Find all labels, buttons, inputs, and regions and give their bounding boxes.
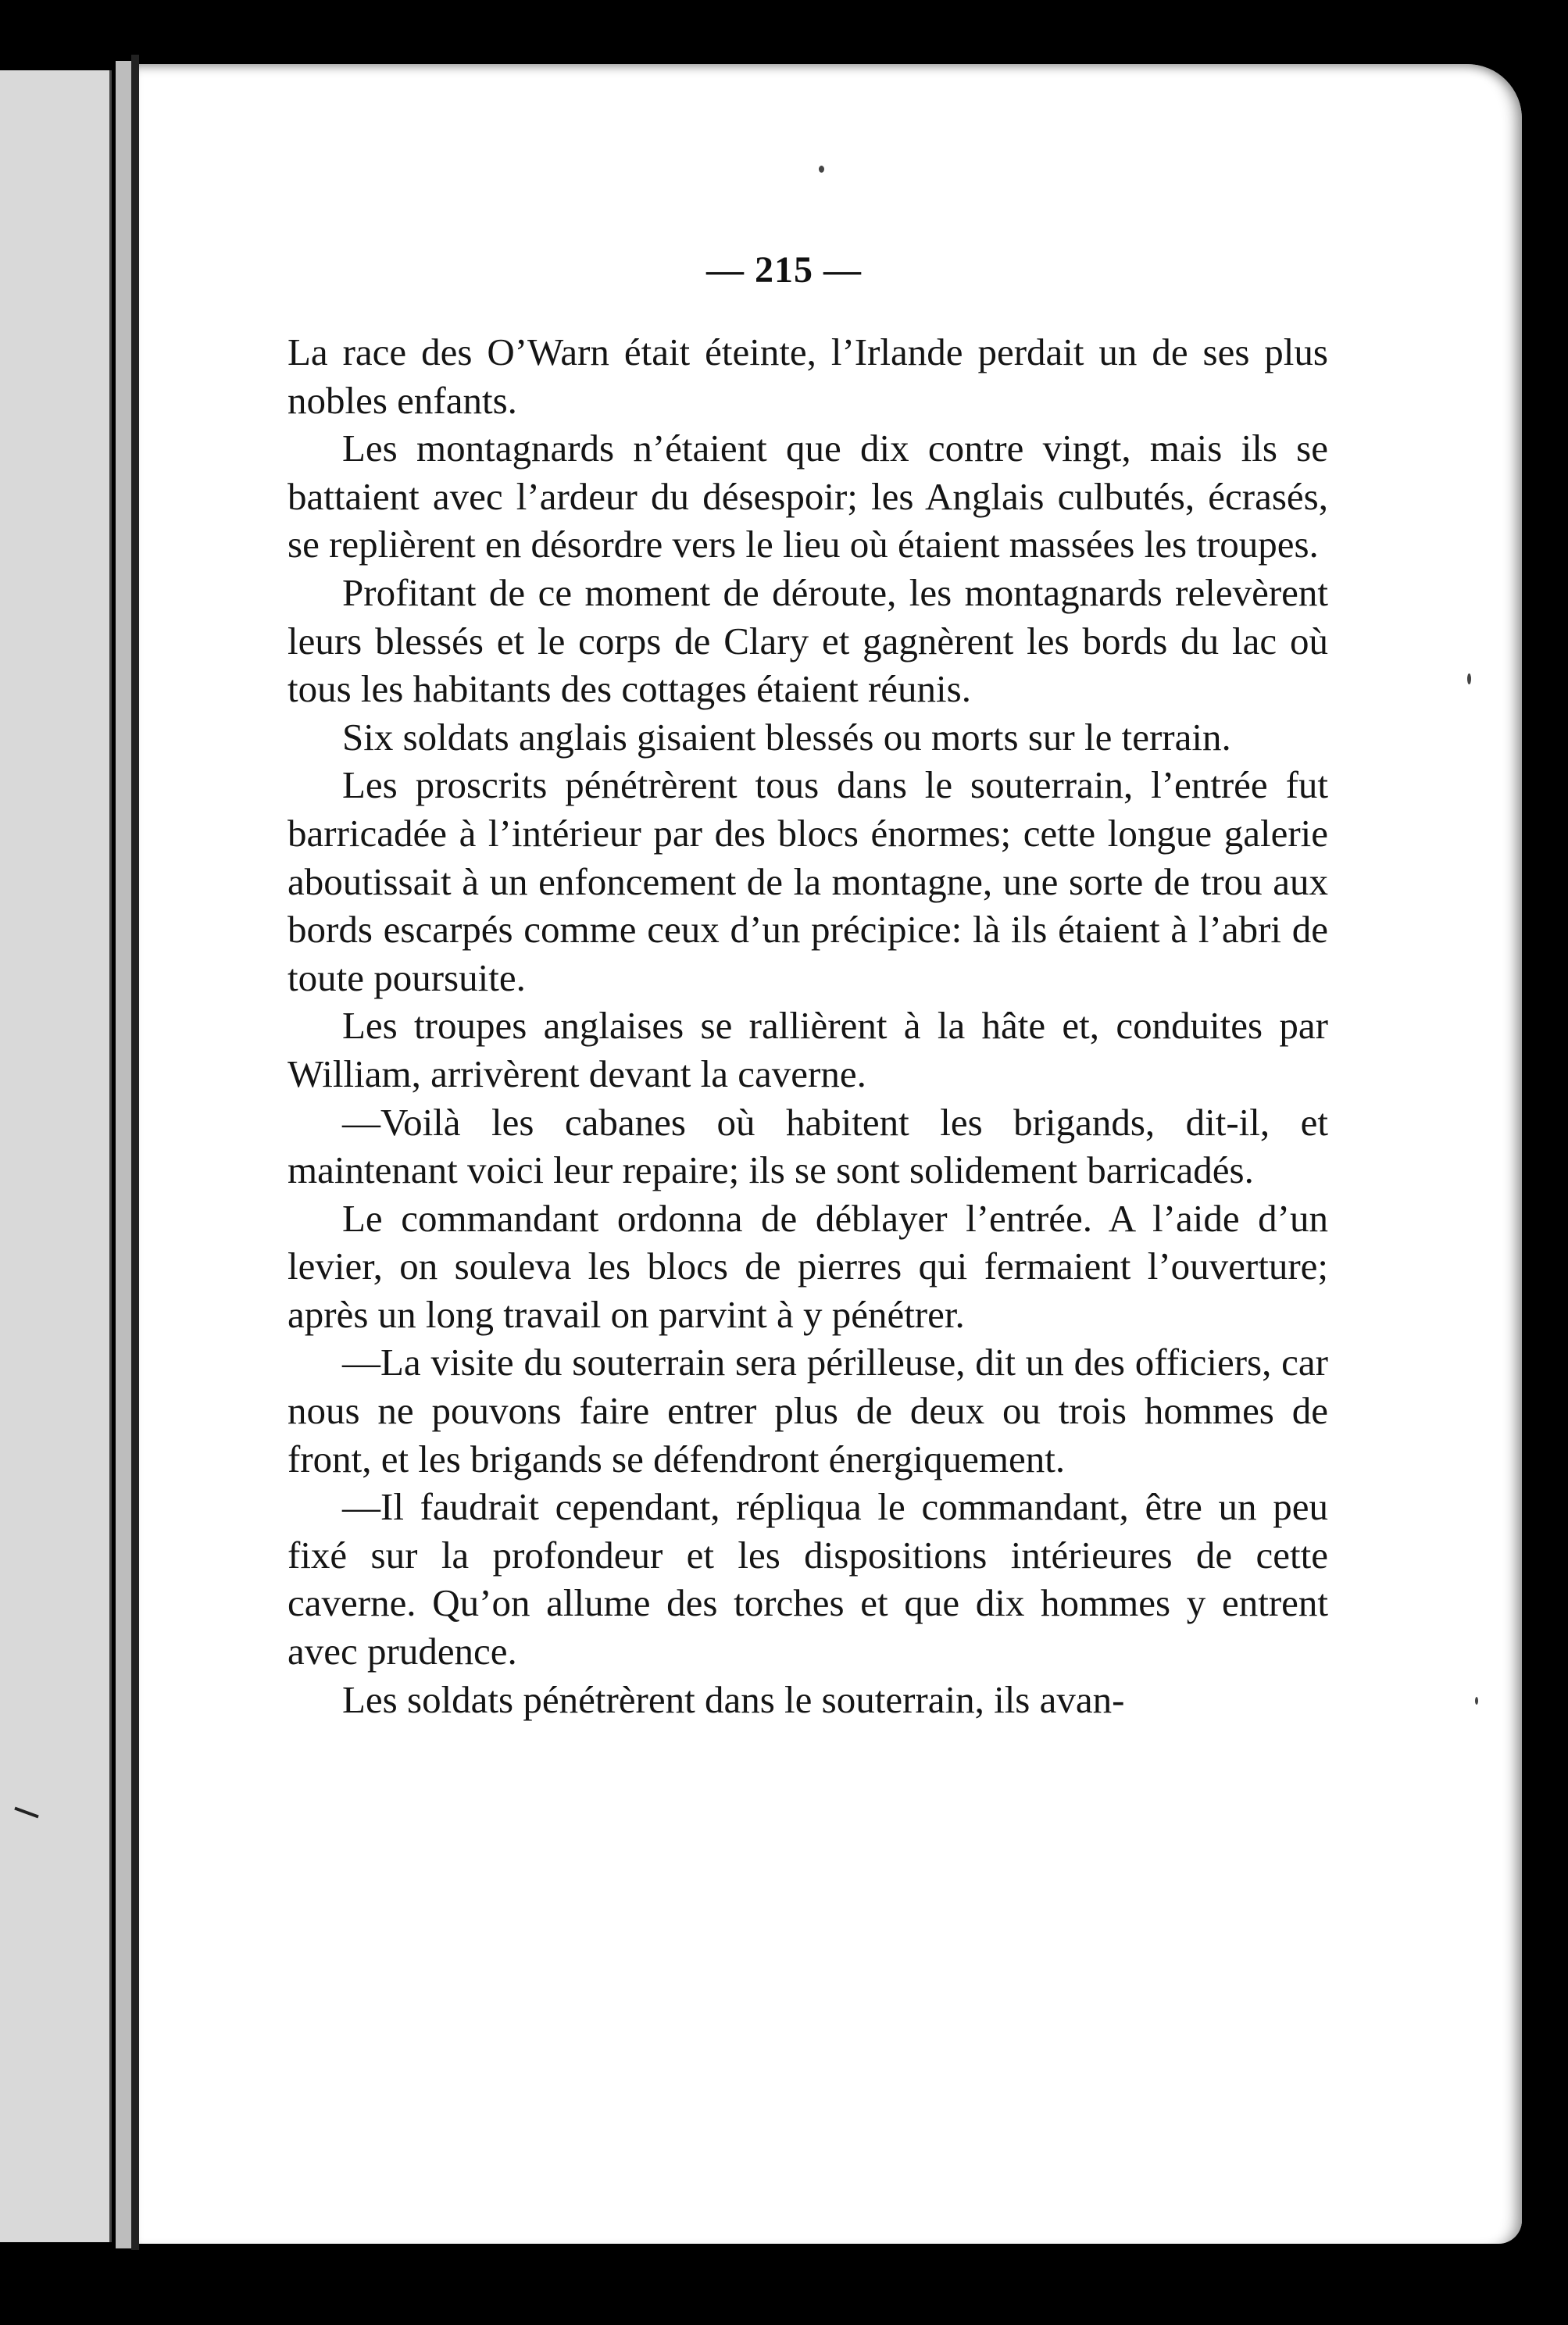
previous-page-edge: [0, 70, 112, 2242]
paragraph: Les proscrits pénétrèrent tous dans le souterrain, l’entrée fut barricadée à l’intérieur par des blocs énormes; cette longue galerie aboutissait à un enfoncement de la montagne, une sorte de trou aux bords escarpés comme ceux d’un précipice: là ils étaient à l’abri de toute poursuite.: [288, 763, 1328, 999]
paragraph: Six soldats anglais gisaient blessés ou morts sur le terrain.: [342, 715, 1231, 759]
ink-speck: [1475, 1697, 1478, 1705]
paragraph: —La visite du souterrain sera périlleuse, dit un des officiers, car nous ne pouvons faire entrer plus de deux ou trois hommes de front, et les brigands se défendront énergiquement.: [288, 1341, 1328, 1480]
paragraph: Les montagnards n’étaient que dix contre vingt, mais ils se battaient avec l’ardeur du désespoir; les Anglais culbutés, écrasés, se replièrent en désordre vers le lieu où étaient massées les troupes.: [288, 427, 1328, 566]
page-number: — 215 —: [706, 249, 862, 291]
ink-speck: [819, 166, 824, 173]
paragraph: Les troupes anglaises se rallièrent à la hâte et, conduites par William, arrivèrent devant la caverne.: [288, 1004, 1328, 1095]
paragraph: —Voilà les cabanes où habitent les brigands, dit-il, et maintenant voici leur repaire; ils se sont solidement barricadés.: [288, 1100, 1328, 1192]
paragraph: La race des O’Warn était éteinte, l’Irlande perdait un de ses plus nobles enfants.: [288, 330, 1328, 422]
paragraph: —Il faudrait cependant, répliqua le commandant, être un peu fixé sur la profondeur et les dispositions intérieures de cette caverne. Qu’on allume des torches et que dix hommes y entrent avec prudence.: [288, 1485, 1328, 1673]
paragraph: Les soldats pénétrèrent dans le souterrain, ils avan-: [342, 1677, 1125, 1721]
ink-speck: [1467, 673, 1471, 684]
page-text: [288, 328, 1328, 1723]
book-gutter: [131, 55, 139, 2250]
paragraph: Profitant de ce moment de déroute, les montagnards relevèrent leurs blessés et le corps de Clary et gagnèrent les bords du lac où tous les habitants des cottages étaient réunis.: [288, 570, 1328, 711]
paragraph: Le commandant ordonna de déblayer l’entrée. A l’aide d’un levier, on souleva les blocs de pierres qui fermaient l’ouverture; après un long travail on parvint à y pénétrer.: [288, 1196, 1328, 1336]
page-edge-strip: [116, 61, 131, 2248]
